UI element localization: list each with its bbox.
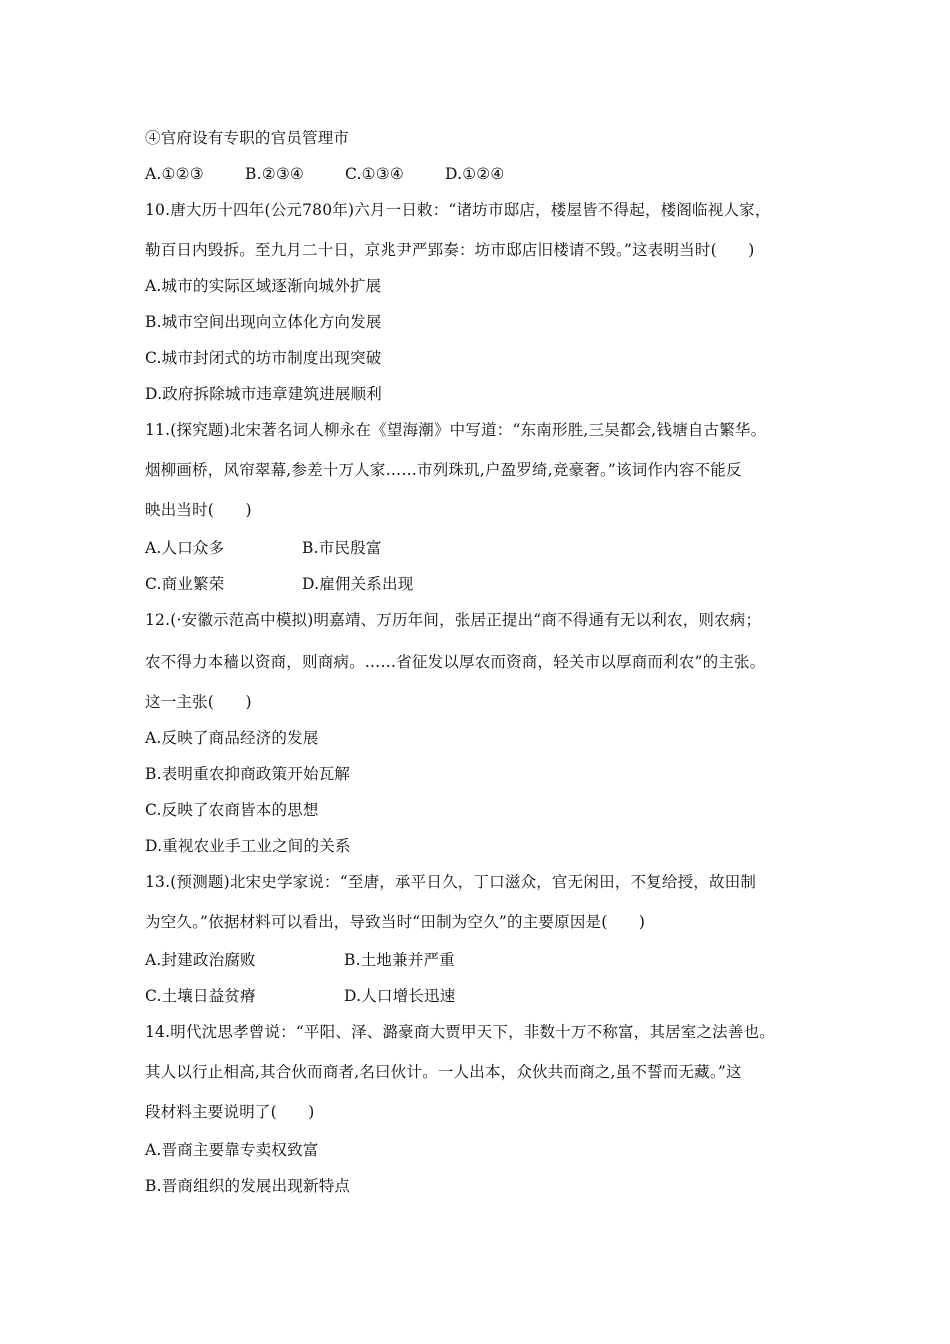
q12-option-d: D.重视农业手工业之间的关系 [145,837,351,855]
q10-option-a: A.城市的实际区域逐渐向城外扩展 [145,277,382,295]
q9-option-a: A.①②③ [145,165,204,183]
q10-option-d: D.政府拆除城市违章建筑进展顺利 [145,385,383,403]
q14-option-b: B.晋商组织的发展出现新特点 [145,1177,351,1195]
q11-stem-line3: 映出当时( ) [145,501,252,519]
q12-option-c: C.反映了农商皆本的思想 [145,801,319,819]
q11-option-b: B.市民殷富 [302,539,382,557]
q10-option-c: C.城市封闭式的坊市制度出现突破 [145,349,382,367]
q13-stem-line1: 13.(预测题)北宋史学家说：“至唐，承平日久，丁口滋众，官无闲田，不复给授，故田制 [145,873,757,891]
q11-stem-line1: 11.(探究题)北宋著名词人柳永在《望海潮》中写道：“东南形胜,三吴都会,钱塘自古繁华。 [145,421,767,439]
q11-option-c: C.商业繁荣 [145,575,225,593]
q9-option-b: B.②③④ [245,165,305,183]
q13-option-c: C.土壤日益贫瘠 [145,987,256,1005]
q14-option-a: A.晋商主要靠专卖权致富 [145,1141,319,1159]
q11-option-d: D.雇佣关系出现 [302,575,414,593]
option-4-text: ④官府设有专职的官员管理市 [145,129,350,147]
q9-option-c: C.①③④ [345,165,404,183]
q13-option-a: A.封建政治腐败 [145,951,256,969]
q12-option-a: A.反映了商品经济的发展 [145,729,319,747]
q14-stem-line1: 14.明代沈思孝曾说：“平阳、泽、潞豪商大贾甲天下，非数十万不称富，其居室之法善也。 [145,1023,775,1041]
q14-stem-line2: 其人以行止相高,其合伙而商者,名曰伙计。一人出本，众伙共而商之,虽不誓而无藏。”这 [145,1063,742,1081]
q13-option-b: B.土地兼并严重 [344,951,455,969]
q10-stem-line2: 勒百日内毁拆。至九月二十日，京兆尹严郢奏：坊市邸店旧楼请不毁。”这表明当时( ) [145,241,755,259]
q11-option-a: A.人口众多 [145,539,225,557]
q12-stem-line3: 这一主张( ) [145,693,252,711]
q9-option-d: D.①②④ [445,165,505,183]
q13-option-d: D.人口增长迅速 [344,987,456,1005]
q10-option-b: B.城市空间出现向立体化方向发展 [145,313,382,331]
q11-stem-line2: 烟柳画桥，风帘翠幕,参差十万人家……市列珠玑,户盈罗绮,竞豪奢。”该词作内容不能反 [145,461,742,479]
q13-stem-line2: 为空久。”依据材料可以看出，导致当时“田制为空久”的主要原因是( ) [145,913,646,931]
q12-option-b: B.表明重农抑商政策开始瓦解 [145,765,351,783]
q14-stem-line3: 段材料主要说明了( ) [145,1103,315,1121]
q12-stem-line1: 12.(·安徽示范高中模拟)明嘉靖、万历年间，张居正提出“商不得通有无以利农，则农病； [145,611,762,629]
q10-stem-line1: 10.唐大历十四年(公元780年)六月一日敕：“诸坊市邸店，楼屋皆不得起，楼阁临视人家， [145,201,771,219]
q12-stem-line2: 农不得力本穑以资商，则商病。……省征发以厚农而资商，轻关市以厚商而利农”的主张。 [145,653,766,671]
